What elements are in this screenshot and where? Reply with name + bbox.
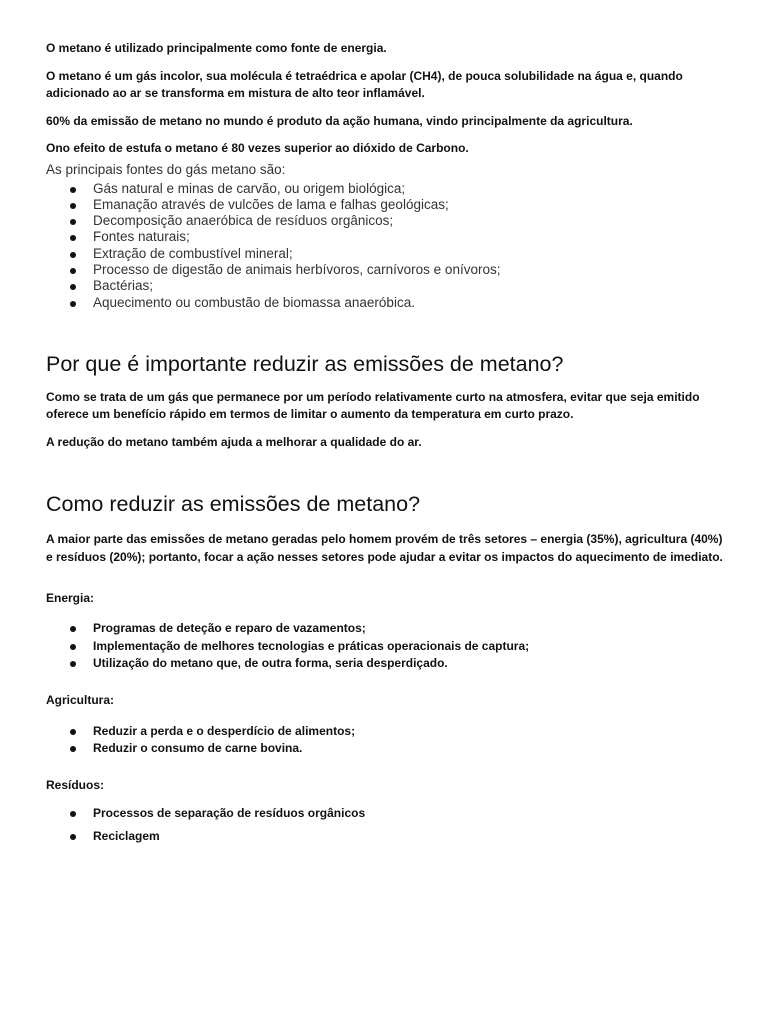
list-item: Programas de deteção e reparo de vazamentos; <box>46 620 726 638</box>
bullet-icon <box>70 626 76 632</box>
residuos-subheading: Resíduos: <box>46 777 105 792</box>
list-item: Implementação de melhores tecnologias e práticas operacionais de captura; <box>46 638 726 656</box>
importance-paragraph-1: Como se trata de um gás que permanece por um período relativamente curto na atmosfera, evitar que seja emitido oferece um benefício rápido em termos de limitar o aumento da temperatura em curto prazo. <box>46 389 700 422</box>
agricultura-list <box>46 723 726 758</box>
agricultura-subheading: Agricultura: <box>46 692 115 707</box>
intro-paragraph-1: O metano é utilizado principalmente como fonte de energia. <box>46 41 387 55</box>
list-item: Reduzir a perda e o desperdício de alimentos; <box>46 723 726 741</box>
bullet-icon <box>70 284 76 290</box>
list-item: Gás natural e minas de carvão, ou origem biológica; <box>46 181 726 197</box>
list-item: Aquecimento ou combustão de biomassa anaeróbica. <box>46 295 726 311</box>
energia-subheading: Energia: <box>46 591 95 606</box>
list-item: Extração de combustível mineral; <box>46 246 726 262</box>
sources-list <box>46 181 726 311</box>
bullet-icon <box>70 268 76 274</box>
intro-paragraph-4: Ono efeito de estufa o metano é 80 vezes superior ao dióxido de Carbono. <box>46 141 469 155</box>
section-heading-reduction: Como reduzir as emissões de metano? <box>46 492 421 517</box>
list-item: Emanação através de vulcões de lama e falhas geológicas; <box>46 197 726 213</box>
bullet-icon <box>70 811 76 817</box>
bullet-icon <box>70 203 76 209</box>
list-item: Utilização do metano que, de outra forma, seria desperdiçado. <box>46 655 726 673</box>
list-item: Processos de separação de resíduos orgânicos <box>46 805 726 823</box>
bullet-icon <box>70 644 76 650</box>
bullet-icon <box>70 729 76 735</box>
importance-paragraph-2: A redução do metano também ajuda a melhorar a qualidade do ar. <box>46 434 422 449</box>
list-item: Bactérias; <box>46 278 726 294</box>
bullet-icon <box>70 661 76 667</box>
intro-paragraph-3: 60% da emissão de metano no mundo é produto da ação humana, vindo principalmente da agricultura. <box>46 113 633 128</box>
list-item: Fontes naturais; <box>46 229 726 245</box>
bullet-icon <box>70 746 76 752</box>
document-page <box>46 40 726 846</box>
sources-lead: As principais fontes do gás metano são: <box>46 161 286 177</box>
residuos-list <box>46 805 726 846</box>
bullet-icon <box>70 235 76 241</box>
section-heading-importance: Por que é importante reduzir as emissões de metano? <box>46 351 564 376</box>
bullet-icon <box>70 252 76 258</box>
list-item: Processo de digestão de animais herbívoros, carnívoros e onívoros; <box>46 262 726 278</box>
bullet-icon <box>70 187 76 193</box>
reduction-paragraph: A maior parte das emissões de metano geradas pelo homem provém de três setores – energia (35%), agricultura (40%) e resíduos (20%); portanto, focar a ação nesses setores pode ajudar a evitar os impactos do aquecimento de imediato. <box>46 532 723 564</box>
list-item: Decomposição anaeróbica de resíduos orgânicos; <box>46 213 726 229</box>
list-item: Reciclagem <box>46 828 726 846</box>
intro-paragraph-2: O metano é um gás incolor, sua molécula é tetraédrica e apolar (CH4), de pouca solubilidade na água e, quando adicionado ao ar se transforma em mistura de alto teor inflamável. <box>46 68 683 100</box>
list-item: Reduzir o consumo de carne bovina. <box>46 740 726 758</box>
bullet-icon <box>70 834 76 840</box>
bullet-icon <box>70 219 76 225</box>
bullet-icon <box>70 301 76 307</box>
energia-list <box>46 620 726 673</box>
